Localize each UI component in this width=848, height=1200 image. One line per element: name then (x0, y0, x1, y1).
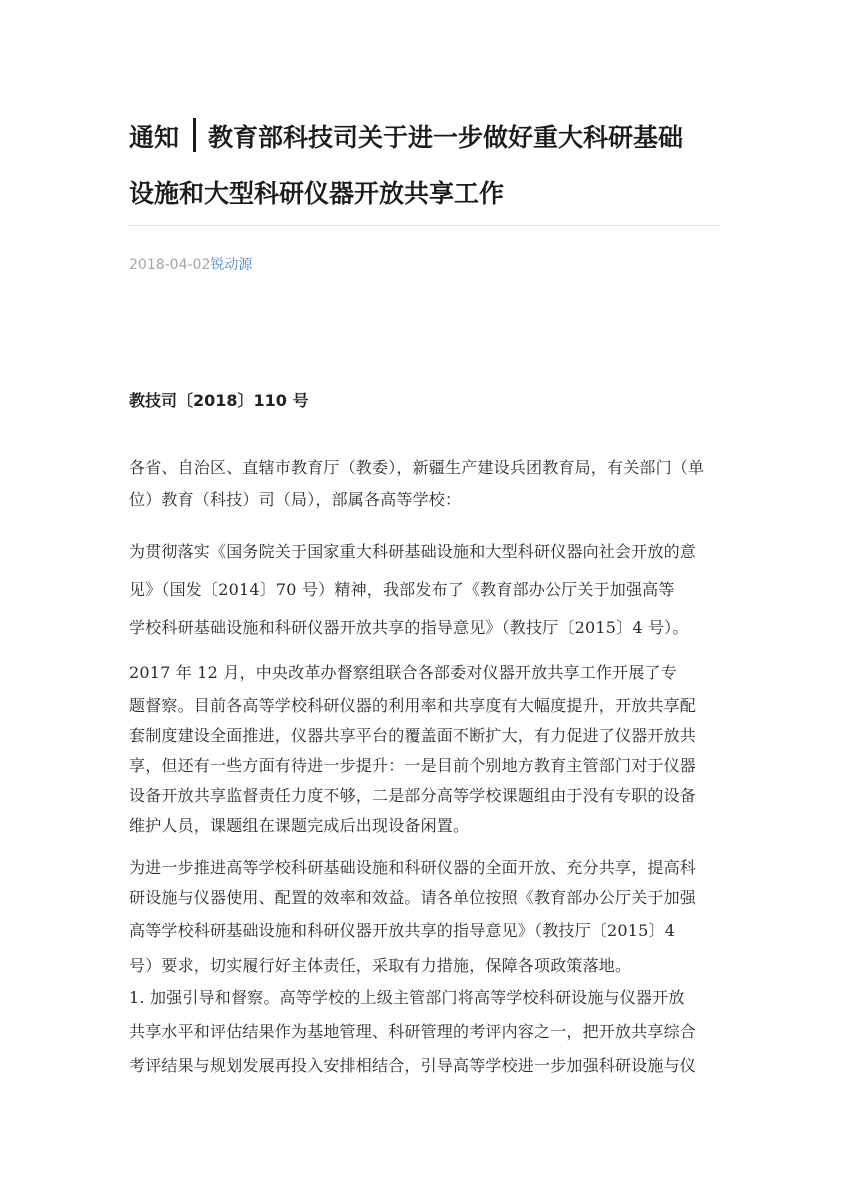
paragraph-line: 位）教育（科技）司（局），部属各高等学校： (129, 490, 462, 509)
paragraph-line: 题督察。目前各高等学校科研仪器的利用率和共享度有大幅度提升，开放共享配 (129, 696, 697, 715)
document-number: 教技司〔2018〕110 号 (129, 391, 309, 410)
paragraph-line: 共享水平和评估结果作为基地管理、科研管理的考评内容之一，把开放共享综合 (129, 1022, 697, 1041)
paragraph-line: 各省、自治区、直辖市教育厅（教委），新疆生产建设兵团教育局，有关部门（单 (129, 458, 705, 477)
paragraph-line: 套制度建设全面推进，仪器共享平台的覆盖面不断扩大，有力促进了仪器开放共 (129, 726, 697, 745)
paragraph-line: 考评结果与规划发展再投入安排相结合，引导高等学校进一步加强科研设施与仪 (129, 1056, 697, 1075)
paragraph-background (129, 533, 721, 647)
paragraph-line: 为贯彻落实《国务院关于国家重大科研基础设施和大型科研仪器向社会开放的意 (129, 542, 697, 561)
paragraph-line: 维护人员，课题组在课题完成后出现设备闲置。 (129, 816, 470, 835)
publish-date: 2018-04-02 (129, 257, 211, 273)
paragraph-line: 为进一步推进高等学校科研基础设施和科研仪器的全面开放、充分共享，提高科 (129, 858, 697, 877)
paragraph-line: 享，但还有一些方面有待进一步提升：一是目前个别地方教育主管部门对于仪器 (129, 756, 697, 775)
title-divider (129, 225, 721, 226)
paragraph-line: 2017 年 12 月，中央改革办督察组联合各部委对仪器开放共享工作开展了专 (129, 663, 677, 682)
title-line-2: 设施和大型科研仪器开放共享工作 (129, 179, 505, 208)
title-main-line-1: 教育部科技司关于进一步做好重大科研基础 (208, 123, 684, 152)
paragraph-line: 研设施与仪器使用、配置的效率和效益。请各单位按照《教育部办公厅关于加强 (129, 888, 697, 907)
paragraph-line: 号）要求，切实履行好主体责任，采取有力措施，保障各项政策落地。 (129, 956, 632, 975)
paragraph-line: 1. 加强引导和督察。高等学校的上级主管部门将高等学校科研设施与仪器开放 (129, 988, 685, 1007)
paragraph-line: 见》（国发〔2014〕70 号）精神，我部发布了《教育部办公厅关于加强高等 (129, 580, 675, 599)
paragraph-line: 高等学校科研基础设施和科研仪器开放共享的指导意见》（教技厅〔2015〕4 (129, 921, 676, 940)
article-title (129, 110, 721, 222)
paragraph-inspection (129, 655, 721, 841)
paragraph-addressees (129, 452, 721, 516)
paragraph-line: 学校科研基础设施和科研仪器开放共享的指导意见》（教技厅〔2015〕4 号）。 (129, 618, 689, 637)
source-link[interactable]: 锐动源 (210, 257, 253, 273)
title-line-1 (129, 110, 721, 166)
paragraph-requirements (129, 853, 721, 1081)
article-meta (129, 254, 252, 274)
paragraph-line: 设备开放共享监督责任力度不够，二是部分高等学校课题组由于没有专职的设备 (129, 786, 697, 805)
title-prefix: 通知 (129, 123, 180, 152)
title-separator (193, 118, 196, 152)
